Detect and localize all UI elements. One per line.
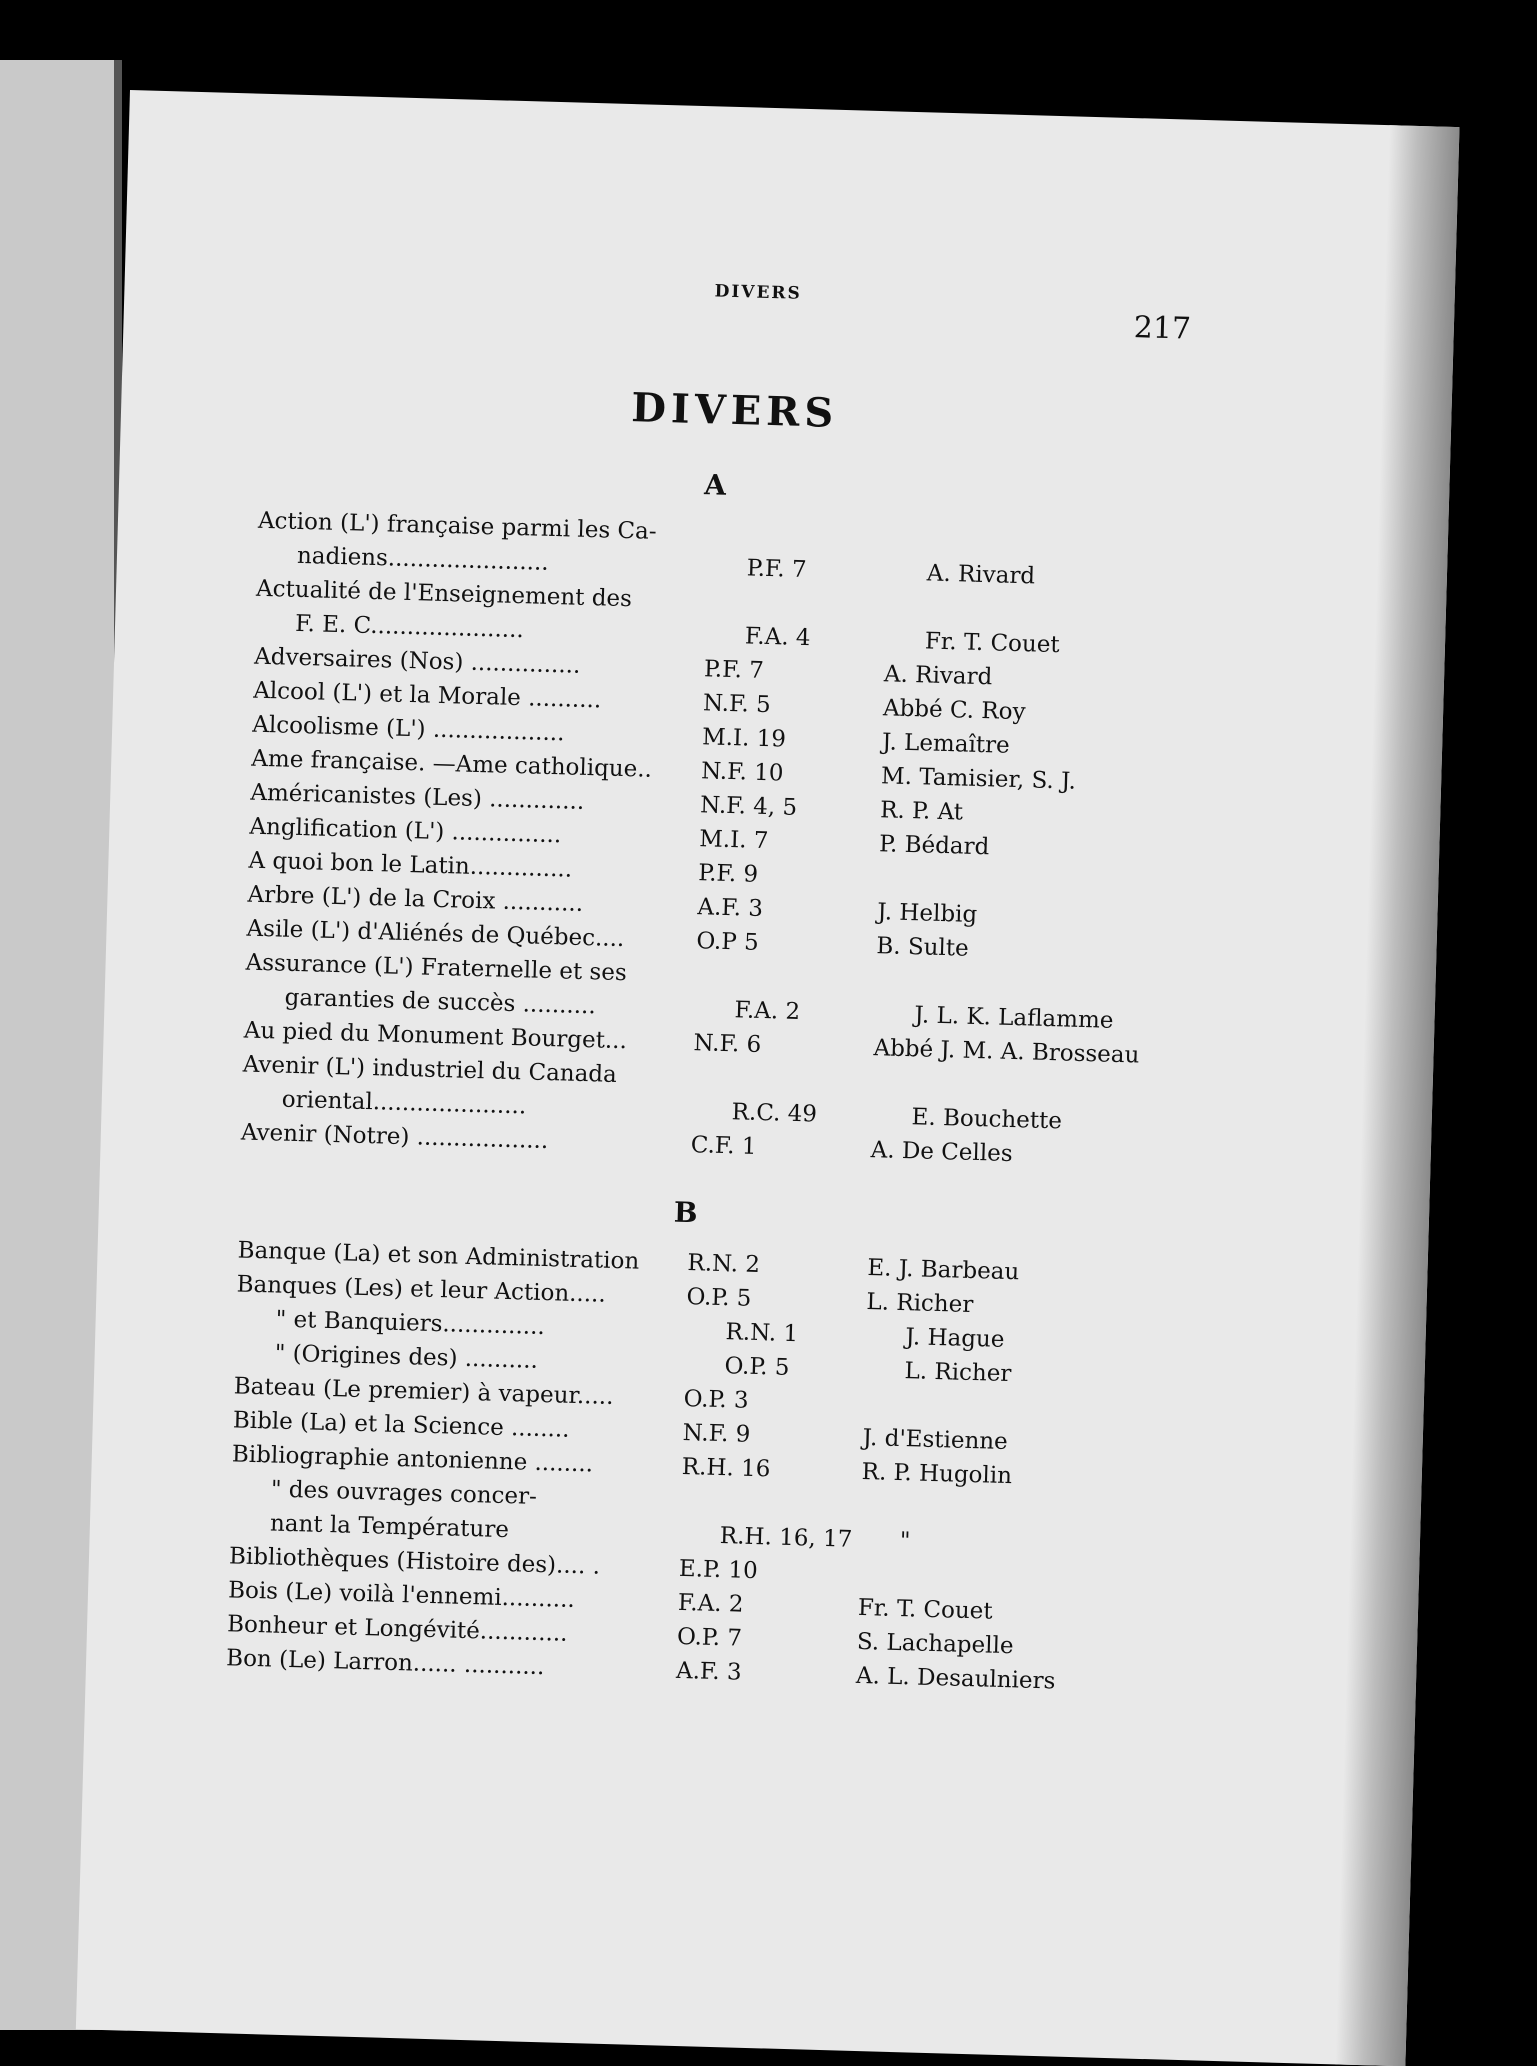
entry-source: P.F. 7: [703, 656, 765, 684]
entry-title: " des ouvrages concer-: [270, 1476, 538, 1510]
entry-source: R.N. 1: [725, 1319, 799, 1348]
entry-title: Bon (Le) Larron...... ...........: [225, 1645, 545, 1681]
entry-title: Bonheur et Longévité............: [226, 1611, 568, 1647]
entry-source: E.P. 10: [678, 1555, 759, 1585]
entry-title: Action (L') française parmi les Ca-: [257, 507, 657, 545]
entry-author: L. Richer: [904, 1358, 1012, 1388]
entry-source: M.I. 19: [701, 724, 787, 753]
section-a-entries: [240, 504, 1238, 1177]
entry-source: R.H. 16, 17: [719, 1523, 853, 1553]
entry-title: Anglification (L') ...............: [249, 813, 562, 849]
entry-author: P. Bédard: [878, 831, 990, 861]
section-letter-a: A: [703, 468, 727, 502]
entry-source: F.A. 4: [744, 623, 811, 652]
entry-title: F. E. C.....................: [294, 610, 525, 644]
entry-author: J. Helbig: [876, 899, 978, 928]
entry-title: Adversaires (Nos) ...............: [253, 643, 581, 679]
entry-title: nant la Température: [269, 1510, 510, 1544]
entry-title: Alcool (L') et la Morale ..........: [252, 677, 602, 714]
entry-source: N.F. 6: [693, 1030, 762, 1058]
entry-author: J. Lemaître: [881, 729, 1011, 759]
entry-title: Asile (L') d'Aliénés de Québec....: [246, 915, 625, 953]
entry-title: Ame française. —Ame catholique..: [251, 745, 653, 783]
entry-source: F.A. 2: [734, 997, 801, 1026]
entry-source: R.N. 2: [687, 1250, 761, 1279]
entry-title: Alcoolisme (L') ..................: [251, 711, 565, 747]
entry-author: J. L. K. Laflamme: [914, 1002, 1114, 1034]
entry-source: R.C. 49: [731, 1099, 818, 1128]
entry-author: A. Rivard: [926, 560, 1036, 590]
entry-title: Bibliothèques (Histoire des).... .: [228, 1543, 601, 1580]
entry-title: " et Banquiers..............: [275, 1306, 546, 1341]
entry-title: Banque (La) et son Administration: [237, 1237, 640, 1275]
entry-source: O.P. 5: [686, 1284, 752, 1312]
entry-author: ": [899, 1528, 911, 1555]
entry-title: Avenir (Notre) ..................: [240, 1119, 549, 1155]
entry-author: S. Lachapelle: [856, 1628, 1014, 1660]
entry-author: J. d'Estienne: [862, 1424, 1009, 1456]
entry-source: O.P. 5: [724, 1353, 790, 1381]
entry-title: Bibliographie antonienne ........: [231, 1441, 594, 1478]
entry-title: nadiens......................: [296, 542, 550, 576]
entry-author: J. Hague: [905, 1324, 1005, 1353]
entry-author: M. Tamisier, S. J.: [880, 763, 1077, 795]
entry-author: E. Bouchette: [911, 1104, 1063, 1135]
entry-source: M.I. 7: [698, 826, 769, 855]
entry-source: P.F. 7: [746, 555, 807, 584]
entry-author: A. De Celles: [870, 1137, 1013, 1168]
entry-source: F.A. 2: [677, 1589, 744, 1618]
entry-title: Au pied du Monument Bourget...: [243, 1017, 628, 1055]
entry-source: N.F. 5: [702, 690, 772, 719]
entry-author: A. Rivard: [883, 661, 993, 691]
entry-title: Bible (La) et la Science ........: [232, 1407, 570, 1443]
entry-title: oriental.....................: [281, 1086, 527, 1120]
entry-source: N.F. 9: [682, 1419, 751, 1448]
entry-title: " (Origines des) ..........: [274, 1340, 539, 1374]
entry-author: Fr. T. Couet: [924, 628, 1060, 659]
entry-source: A.F. 3: [697, 894, 764, 922]
entry-title: garanties de succès ..........: [284, 984, 597, 1020]
entry-title: Arbre (L') de la Croix ...........: [247, 881, 584, 917]
entry-title: Bois (Le) voilà l'ennemi..........: [227, 1577, 576, 1614]
entry-author: Abbé J. M. A. Brosseau: [873, 1035, 1140, 1069]
entry-author: R. P. At: [879, 797, 964, 826]
entry-author: Fr. T. Couet: [857, 1594, 993, 1625]
entry-source: O.P. 7: [676, 1623, 743, 1652]
entry-author: R. P. Hugolin: [861, 1458, 1013, 1490]
section-b-entries: [226, 1233, 1218, 1702]
entry-title: Avenir (L') industriel du Canada: [242, 1051, 618, 1088]
book-page: [76, 90, 1460, 2066]
entry-author: Abbé C. Roy: [882, 695, 1026, 726]
entry-author: L. Richer: [866, 1289, 974, 1319]
entry-author: B. Sulte: [876, 933, 970, 962]
entry-title: Banques (Les) et leur Action.....: [236, 1271, 607, 1308]
entry-source: A.F. 3: [675, 1657, 742, 1686]
section-letter-b: B: [673, 1195, 699, 1230]
page-title: DIVERS: [630, 384, 839, 437]
entry-title: Bateau (Le premier) à vapeur.....: [233, 1373, 614, 1411]
entry-title: Actualité de l'Enseignement des: [255, 575, 633, 613]
entry-author: A. L. Desaulniers: [855, 1662, 1056, 1695]
page-number: 217: [1133, 310, 1192, 347]
entry-title: Assurance (L') Fraternelle et ses: [245, 949, 628, 987]
entry-source: C.F. 1: [690, 1132, 757, 1160]
entry-source: P.F. 9: [697, 860, 759, 888]
entry-source: O.P. 3: [683, 1385, 749, 1414]
entry-source: R.H. 16: [681, 1453, 771, 1483]
entry-title: A quoi bon le Latin..............: [248, 847, 573, 883]
entry-source: N.F. 4, 5: [699, 792, 798, 821]
entry-title: Américanistes (Les) .............: [250, 779, 585, 815]
entry-author: E. J. Barbeau: [867, 1255, 1020, 1286]
entry-source: O.P 5: [696, 928, 760, 956]
entry-source: N.F. 10: [700, 758, 784, 787]
running-head: DIVERS: [714, 281, 803, 304]
